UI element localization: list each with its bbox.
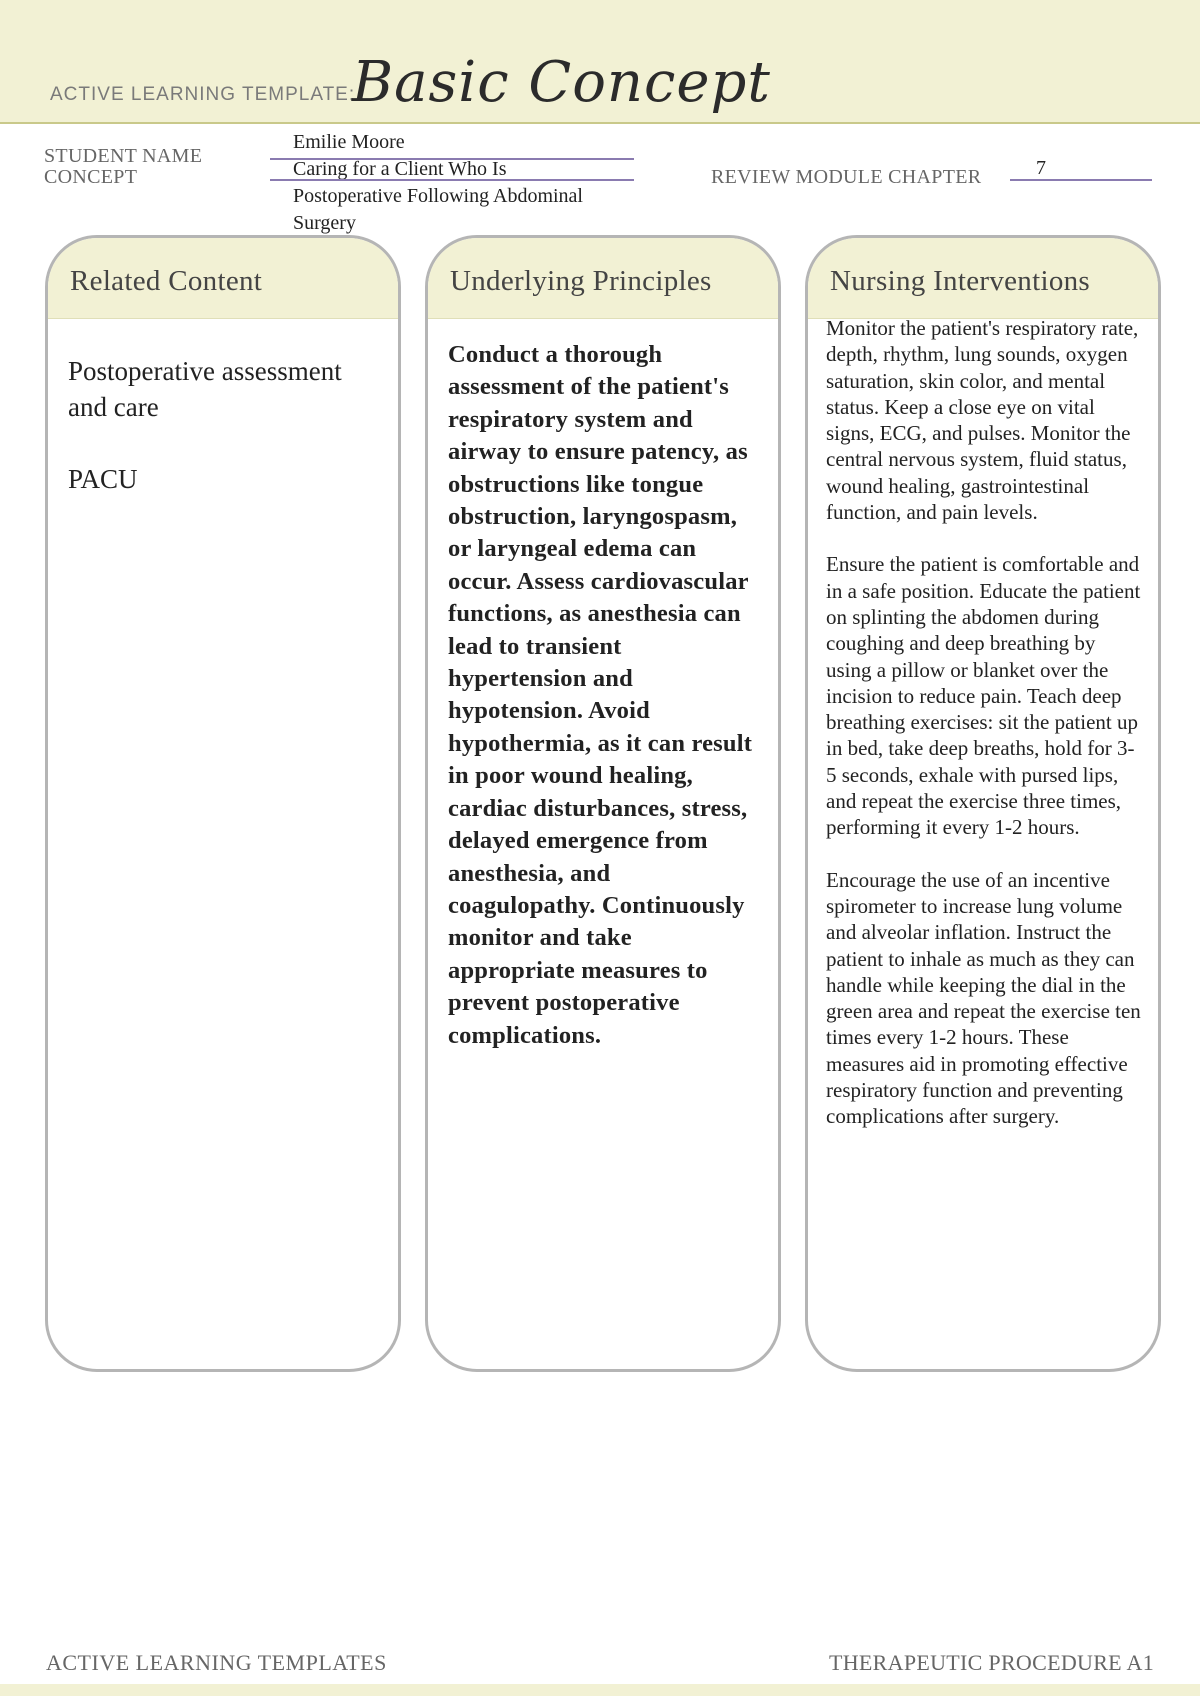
nursing-interventions-paragraph: Encourage the use of an incentive spirometer to increase lung volume and alveolar inflation. Instruct the patient to inhale as much as they can handle while keeping the dial in the green area and repeat the exercise ten times every 1-2 hours. These measures aid in promoting effective respiratory function and preventing complications after surgery. — [826, 867, 1141, 1129]
nursing-interventions-paragraph: Ensure the patient is comfortable and in a safe position. Educate the patient on splinting the abdomen during coughing and deep breathing by using a pillow or blanket over the incision to reduce pain. Teach deep breathing exercises: sit the patient up in bed, take deep breaths, hold for 3-5 seconds, exhale with pursed lips, and repeat the exercise three times, performing it every 1-2 hours. — [826, 552, 1141, 840]
footer-right: THERAPEUTIC PROCEDURE A1 — [829, 1650, 1154, 1675]
concept-value-line3: Surgery — [293, 212, 356, 234]
underlying-principles-panel — [425, 235, 781, 1372]
related-content-title: Related Content — [48, 238, 398, 319]
footer-left: ACTIVE LEARNING TEMPLATES — [46, 1650, 387, 1675]
footer-band — [0, 1684, 1200, 1696]
concept-underline — [270, 179, 634, 181]
header-band — [0, 0, 1200, 124]
nursing-interventions-panel — [805, 235, 1161, 1372]
concept-label: CONCEPT — [44, 166, 138, 188]
student-name-label: STUDENT NAME — [44, 145, 203, 167]
concept-value-line2: Postoperative Following Abdominal — [293, 185, 583, 207]
concept-value-line1: Caring for a Client Who Is — [293, 158, 507, 180]
review-module-underline — [1010, 179, 1152, 181]
related-content-panel — [45, 235, 401, 1372]
student-name-value: Emilie Moore — [293, 131, 405, 153]
underlying-principles-text: Conduct a thorough assessment of the patient's respiratory system and airway to ensure patency, as obstructions like tongue obstruction, laryngospasm, or laryngeal edema can occur. Assess cardiovascular functions, as anesthesia can lead to transient hypertension and hypotension. Avoid hypothermia, as it can result in poor wound healing, cardiac disturbances, stress, delayed emergence from anesthesia, and coagulopathy. Continuously monitor and take appropriate measures to prevent postoperative complications. — [448, 341, 753, 1049]
underlying-principles-title: Underlying Principles — [428, 238, 778, 319]
review-module-value: 7 — [1036, 157, 1046, 179]
nursing-interventions-title: Nursing Interventions — [808, 238, 1158, 319]
nursing-interventions-paragraph: Monitor the patient's respiratory rate, depth, rhythm, lung sounds, oxygen saturation, skin color, and mental status. Keep a close eye on vital signs, ECG, and pulses. Monitor the central nervous system, fluid status, wound healing, gastrointestinal function, and pain levels. — [826, 316, 1139, 525]
template-title: Basic Concept — [352, 50, 771, 115]
review-module-label: REVIEW MODULE CHAPTER — [711, 166, 982, 188]
related-content-item: PACU — [68, 464, 138, 494]
related-content-item: Postoperative assessment and care — [68, 356, 342, 422]
template-label: ACTIVE LEARNING TEMPLATE: — [50, 84, 356, 105]
